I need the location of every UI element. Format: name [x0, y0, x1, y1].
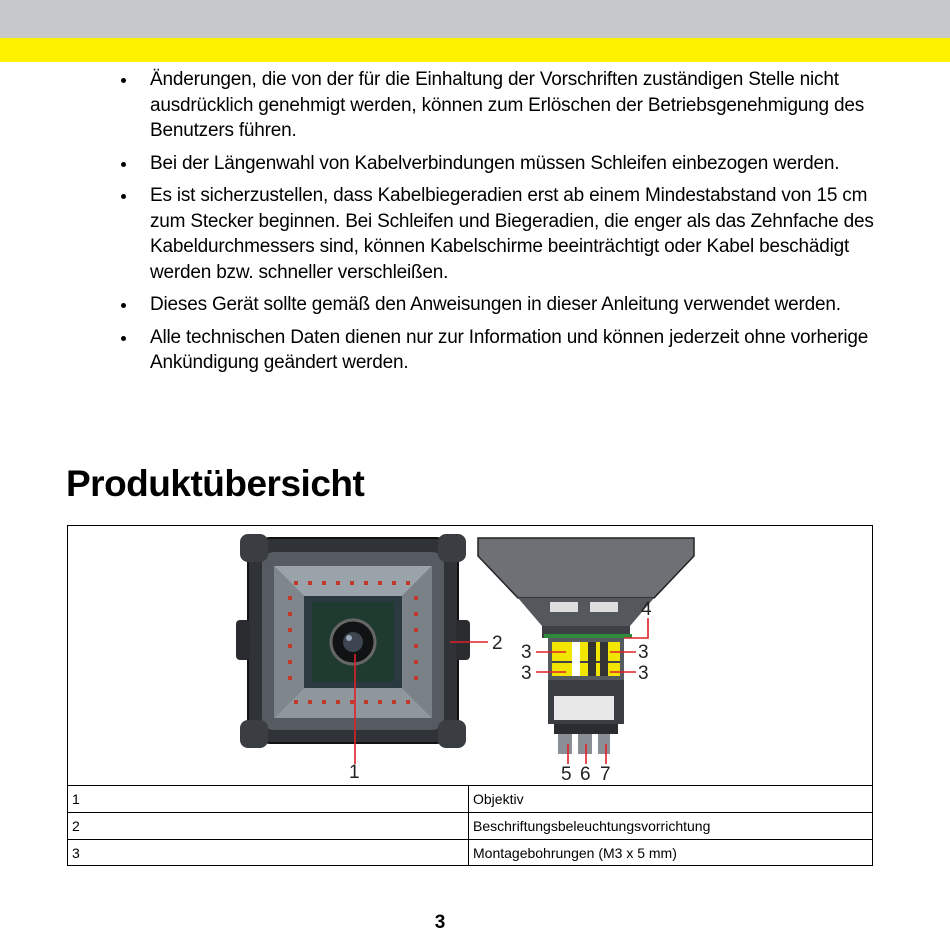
parts-table [68, 785, 872, 866]
callout-3b: 3 [521, 663, 532, 684]
part-label: Beschriftungsbeleuchtungsvorrichtung [469, 813, 873, 840]
product-drawing [68, 526, 874, 785]
part-label: Montagebohrungen (M3 x 5 mm) [469, 840, 873, 867]
bullet-item [114, 183, 894, 285]
callout-3c: 3 [638, 642, 649, 663]
bullet-dot-icon [121, 336, 126, 341]
part-number: 2 [68, 813, 469, 840]
callout-3a: 3 [521, 642, 532, 663]
bullet-item [114, 292, 894, 318]
table-row [68, 786, 872, 813]
callout-3d: 3 [638, 663, 649, 684]
device-front-view [236, 534, 470, 748]
bullet-dot-icon [121, 194, 126, 199]
bullet-text: Änderungen, die von der für die Einhaltung der Vorschriften zuständigen Stelle nicht ausdrücklich genehmigt werden, können zum Erlöschen der Betriebsgenehmigung des Benutzers führen. [150, 69, 865, 141]
part-number: 3 [68, 840, 469, 867]
callout-6: 6 [580, 764, 591, 785]
header-yellow-band [0, 38, 950, 62]
table-row [68, 840, 872, 867]
product-overview-figure [67, 525, 873, 866]
bullet-dot-icon [121, 162, 126, 167]
page-number: 3 [434, 912, 446, 933]
callout-2: 2 [492, 633, 503, 654]
bullet-text: Dieses Gerät sollte gemäß den Anweisungen in dieser Anleitung verwendet werden. [150, 294, 841, 315]
table-row [68, 813, 872, 840]
device-side-view [478, 538, 694, 754]
bullet-item [114, 151, 894, 177]
section-heading: Produktübersicht [66, 463, 365, 504]
callout-1: 1 [349, 762, 360, 783]
bullet-item [114, 67, 894, 144]
callout-7: 7 [600, 764, 611, 785]
notice-bullet-list [114, 67, 894, 383]
header-gray-band [0, 0, 950, 38]
part-number: 1 [68, 786, 469, 813]
bullet-text: Bei der Längenwahl von Kabelverbindungen müssen Schleifen einbezogen werden. [150, 152, 840, 174]
bullet-item [114, 325, 894, 376]
callout-4: 4 [641, 599, 652, 620]
bullet-text: Alle technischen Daten dienen nur zur Information und können jederzeit ohne vorherige Ankündigung geändert werden. [150, 326, 869, 373]
bullet-dot-icon [121, 78, 126, 83]
part-label: Objektiv [469, 786, 873, 813]
product-illustration [68, 526, 872, 785]
bullet-dot-icon [121, 303, 126, 308]
bullet-text: Es ist sicherzustellen, dass Kabelbiegeradien erst ab einem Mindestabstand von 15 cm zum Stecker beginnen. Bei Schleifen und Biegeradien, die enger als das Zehnfache des Kabeldurchmessers sind, können Kabelschirme beeinträchtigt oder Kabel beschädigt werden bzw. schneller verschleißen. [150, 185, 874, 283]
callout-5: 5 [561, 764, 572, 785]
